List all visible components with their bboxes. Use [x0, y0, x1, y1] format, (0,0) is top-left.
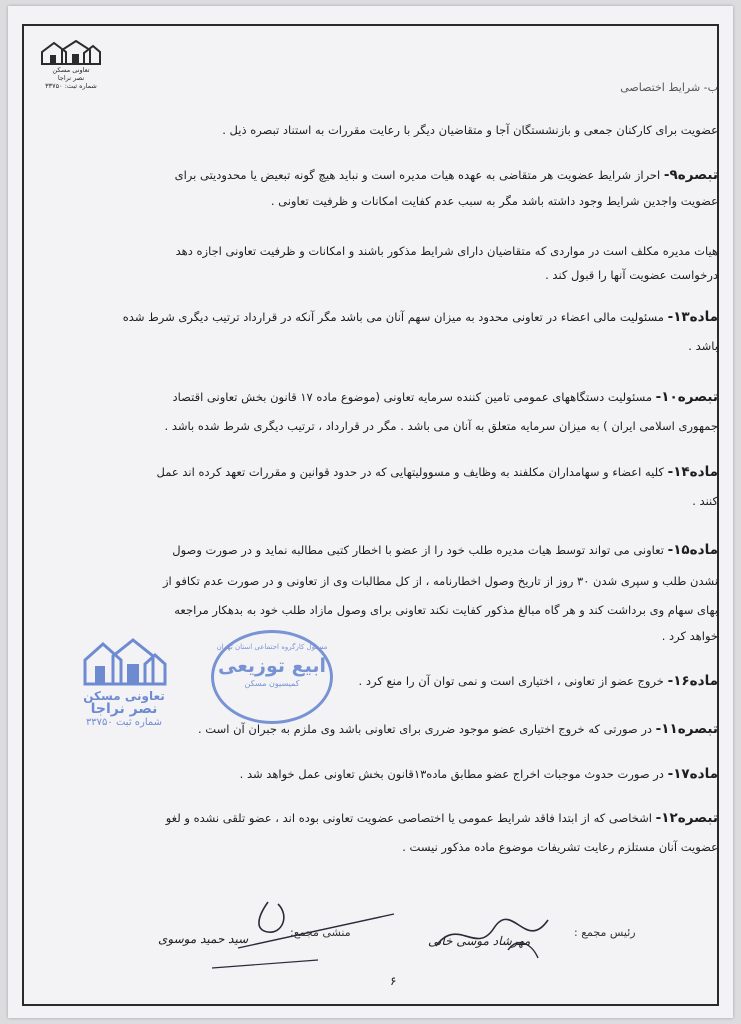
clause-text: کنند .	[692, 494, 718, 508]
chair-label: رئیس مجمع :	[574, 926, 636, 939]
logo-line-2: نصر نراجا	[57, 74, 85, 82]
stamp-left-line-1: تعاونی مسکن	[83, 689, 165, 703]
clause-text: عضویت آنان مستلزم رعایت تشریفات موضوع ماده مذکور نیست .	[402, 840, 718, 854]
clause-text: عضویت برای کارکنان جمعی و بازنشستگان آجا و متقاضیان دیگر با رعایت مقررات به استناد تبصره ذیل .	[222, 123, 718, 137]
clause-text: نشدن طلب و سپری شدن ۳۰ روز از تاریخ وصول اخطارنامه ، از کل مطالبات وی از تعاونی و در صورت عدم تکافو از	[162, 574, 718, 588]
document-page	[8, 6, 733, 1018]
clause-text: مسئولیت دستگاههای عمومی تامین کننده سرمایه تعاونی (موضوع ماده ۱۷ قانون بخش تعاونی اقتصاد	[172, 390, 656, 404]
clause-text: باشد .	[688, 339, 718, 353]
text-line	[28, 766, 718, 782]
clause-text: مسئولیت مالی اعضاء در تعاونی محدود به میزان سهم آنان می باشد مگر آنکه در قرارداد ترتیب دیگری شرط شده	[122, 310, 668, 324]
buildings-icon	[40, 40, 102, 66]
logo-line-3: شماره ثبت: ۳۳۷۵۰	[45, 82, 97, 90]
seal-top-text: مسئول کارگروه اجتماعی استان تهران	[216, 643, 328, 651]
logo-line-1: تعاونی مسکن	[52, 66, 90, 74]
clause-label: ماده۱۴-	[667, 464, 718, 480]
cooperative-stamp	[76, 638, 172, 748]
clause-label: تبصره۱۱-	[655, 721, 718, 737]
cooperative-logo	[38, 40, 104, 110]
text-line	[28, 839, 718, 855]
clause-text: بهای سهام وی برداشت کند و هر گاه مبالغ مذکور کفایت نکند تعاونی برای وصول مازاد طلب خود به بدهکار مراجعه	[174, 603, 718, 617]
clause-label: تبصره۱۲-	[655, 810, 718, 826]
clause-label: ماده۱۶-	[667, 673, 718, 689]
seal-center-text: ابیع توزیعی	[217, 655, 327, 677]
clause-text: عضویت واجدین شرایط وجود داشته باشد مگر به سبب عدم کفایت امکانات و ظرفیت تعاونی .	[270, 194, 718, 208]
secretary-signature	[198, 886, 398, 976]
text-line	[28, 309, 718, 325]
clause-text: تعاونی می تواند توسط هیات مدیره طلب خود را از عضو با اخطار کتبی مطالبه نماید و در صورت وصول	[172, 543, 668, 557]
section-heading: ب- شرایط اختصاصی	[620, 81, 718, 94]
text-line	[28, 389, 718, 405]
clause-label: ماده۱۷-	[667, 766, 718, 782]
clause-text: در صورت حدوث موجبات اخراج عضو مطابق ماده۱۳قانون بخش تعاونی عمل خواهد شد .	[239, 767, 668, 781]
page-number: ۶	[390, 974, 397, 988]
text-line	[28, 243, 718, 259]
text-line	[28, 493, 718, 509]
clause-text: در صورتی که خروج اختیاری عضو موجود ضرری برای تعاونی باشد وی ملزم به جبران آن است .	[198, 722, 656, 736]
clause-label: ماده۱۳-	[667, 309, 718, 325]
clause-text: کلیه اعضاء و سهامداران مکلفند به وظایف و مسوولیتهایی که در حدود قوانین و مقررات تعهد کرده اند عمل	[156, 465, 668, 479]
text-line	[28, 542, 718, 558]
stamp-left-line-2: نصر نراجا	[90, 701, 158, 717]
clause-text: احراز شرایط عضویت هر متقاضی به عهده هیات مدیره است و نباید هیچ گونه تبعیض یا محدودیتی برای	[174, 168, 664, 182]
text-line	[28, 338, 718, 354]
stamp-buildings-icon	[81, 638, 167, 686]
text-line	[28, 193, 718, 209]
chair-signature	[428, 906, 568, 966]
round-seal-stamp	[211, 630, 333, 724]
text-line	[28, 573, 718, 589]
text-line	[28, 418, 718, 434]
clause-text: درخواست عضویت آنها را قبول کند .	[545, 268, 718, 282]
text-line	[28, 167, 718, 183]
secretary-signature-name: سید حمید موسوی	[158, 932, 249, 946]
text-line	[28, 464, 718, 480]
clause-text: هیات مدیره مکلف است در مواردی که متقاضیان دارای شرایط مذکور باشند و امکانات و ظرفیت تعاونی اجازه دهد	[175, 244, 718, 258]
clause-text: اشخاصی که از ابتدا فاقد شرایط عمومی یا اختصاصی عضویت تعاونی بوده اند ، عضو تلقی نشده و لغو	[165, 811, 656, 825]
text-line	[28, 602, 718, 618]
stamp-left-line-3: شماره ثبت ۳۳۷۵۰	[85, 717, 163, 728]
clause-text: خروج عضو از تعاونی ، اختیاری است و نمی توان آن را منع کرد .	[358, 674, 668, 688]
clause-label: تبصره۹-	[663, 167, 718, 183]
secretary-label: منشی مجمع:	[290, 926, 351, 939]
seal-bottom-text: کمیسیون مسکن	[244, 679, 300, 688]
clause-text: جمهوری اسلامی ایران ) به میزان سرمایه متعلق به آنان می باشد . مگر در قرارداد ، ترتیب دیگری شرط شده باشد .	[164, 419, 718, 433]
text-line	[28, 267, 718, 283]
text-line	[28, 122, 718, 138]
clause-text: خواهد کرد .	[661, 629, 718, 643]
chair-signature-name: مهرشاد موسی خانی	[428, 934, 531, 948]
clause-label: تبصره۱۰-	[655, 389, 718, 405]
text-line	[28, 810, 718, 826]
clause-label: ماده۱۵-	[667, 542, 718, 558]
